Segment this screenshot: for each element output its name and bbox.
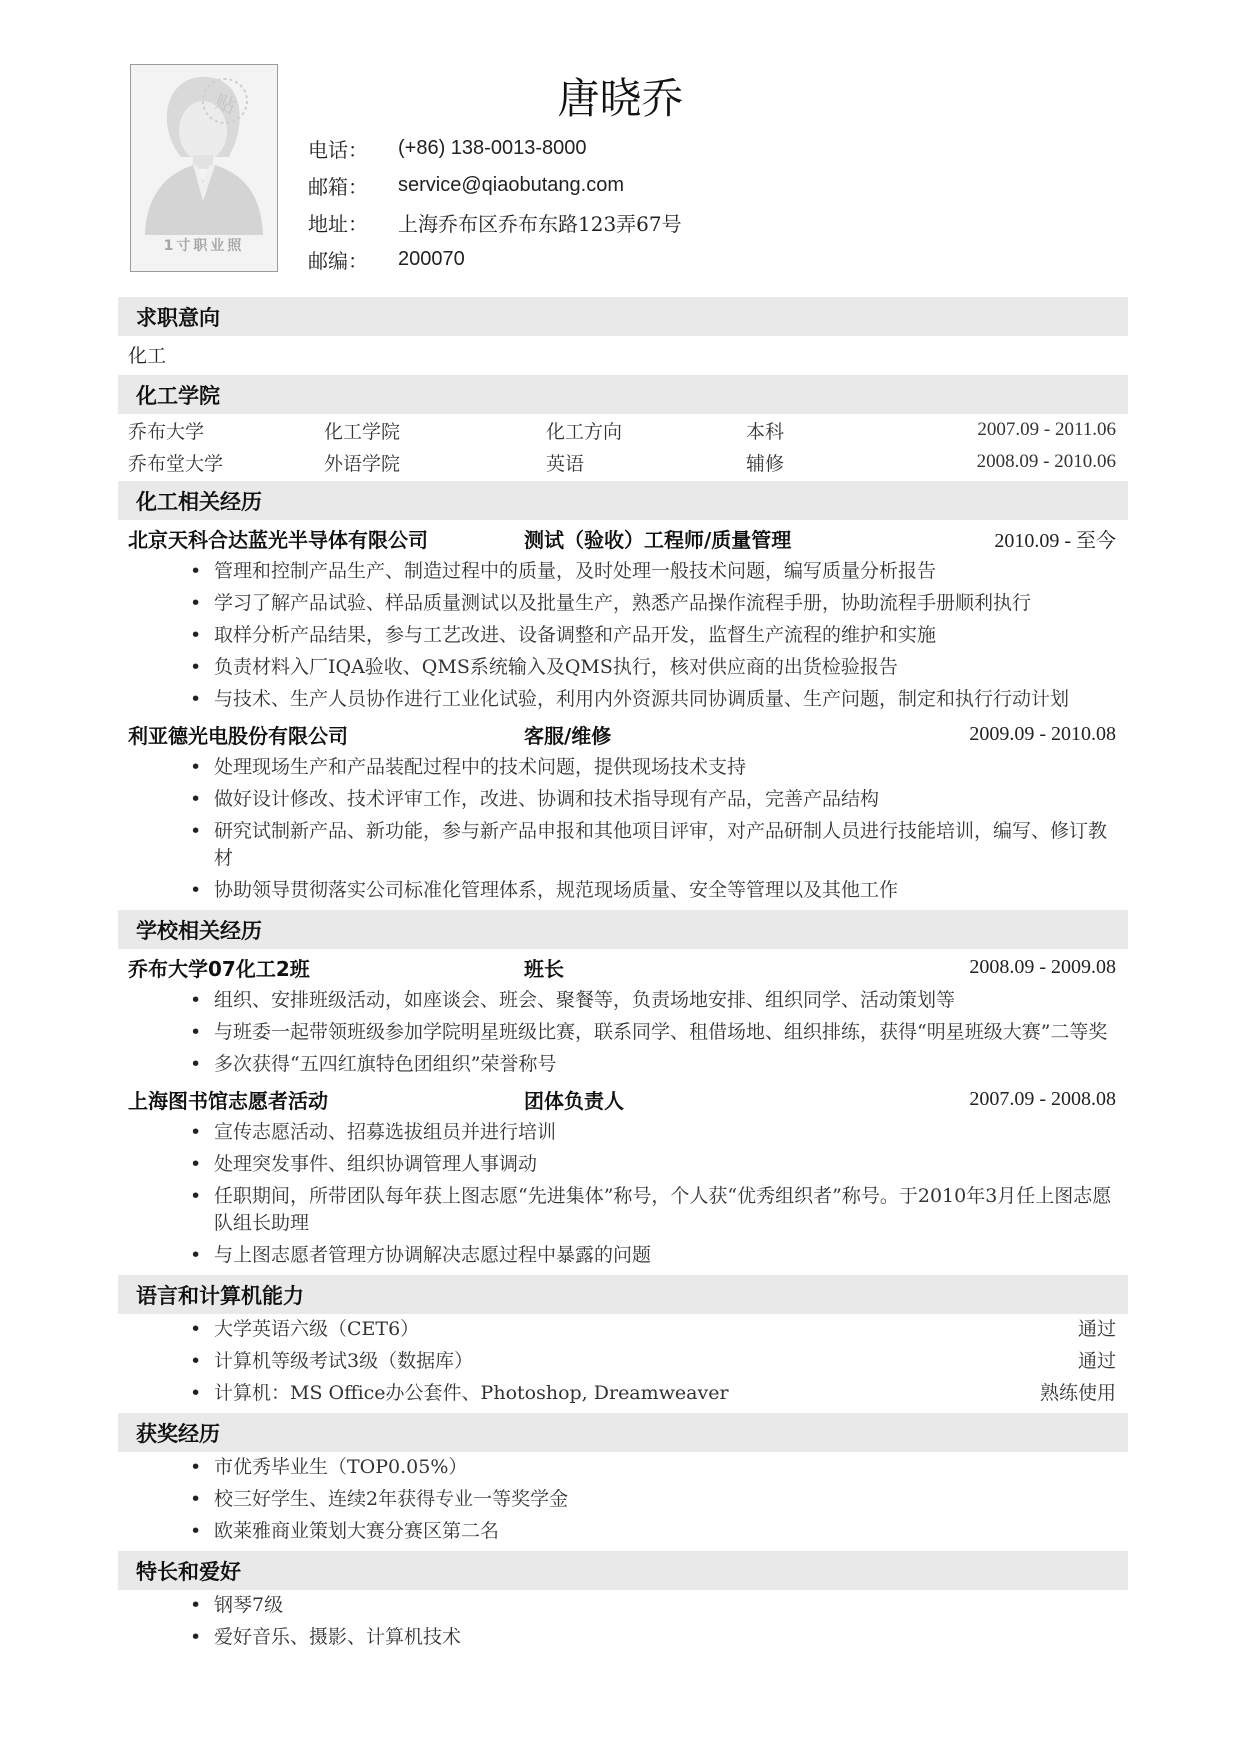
date-range: 2007.09 - 2008.08 xyxy=(969,1087,1116,1110)
candidate-name: 唐晓乔 xyxy=(557,74,684,123)
college-name: 化工学院 xyxy=(324,420,401,443)
section-heading-hobbies: 特长和爱好 xyxy=(118,1551,1128,1590)
contact-row xyxy=(308,204,682,241)
section-heading-school: 学校相关经历 xyxy=(118,910,1128,949)
objective-text: 化工 xyxy=(128,344,167,367)
bullet-item: • 宣传志愿活动、招募选拔组员并进行培训 xyxy=(190,1117,1128,1149)
bullet-item: • 做好设计修改、技术评审工作，改进、协调和技术指导现有产品，完善产品结构 xyxy=(190,784,1128,816)
degree: 本科 xyxy=(746,420,785,443)
section-heading-awards: 获奖经历 xyxy=(118,1413,1128,1452)
skill-row xyxy=(214,1316,1118,1343)
skill-text: • 计算机等级考试3级（数据库） xyxy=(214,1350,474,1372)
contact-label: 电话： xyxy=(308,138,368,162)
role-title: 团体负责人 xyxy=(524,1088,624,1113)
bullet-item: • 处理突发事件、组织协调管理人事调动 xyxy=(190,1149,1128,1181)
contact-label: 邮箱： xyxy=(308,175,368,199)
bullet-item: • 多次获得“五四红旗特色团组织”荣誉称号 xyxy=(190,1049,1128,1081)
date-range: 2009.09 - 2010.08 xyxy=(969,722,1116,745)
school-list xyxy=(118,949,1128,1272)
contact-row xyxy=(308,167,682,204)
organization-name: 乔布大学07化工2班 xyxy=(128,956,310,981)
responsibility-list xyxy=(118,752,1128,907)
responsibility-list xyxy=(118,1117,1128,1272)
photo-caption: 1寸职业照 xyxy=(163,238,245,254)
skill-row xyxy=(214,1380,1118,1407)
role-title: 客服/维修 xyxy=(524,723,612,748)
bullet-item: • 与班委一起带领班级参加学院明星班级比赛，联系同学、租借场地、组织排练，获得“明星班级大赛”二等奖 xyxy=(190,1017,1128,1049)
major: 化工方向 xyxy=(546,420,623,443)
contact-value: service@qiaobutang.com xyxy=(398,174,624,196)
skill-text: • 计算机：MS Office办公套件、Photoshop, Dreamweaver xyxy=(214,1382,729,1404)
role-title: 测试（验收）工程师/质量管理 xyxy=(524,527,792,552)
bullet-item: • 处理现场生产和产品装配过程中的技术问题，提供现场技术支持 xyxy=(190,752,1128,784)
bullet-item: • 研究试制新产品、新功能，参与新产品申报和其他项目评审，对产品研制人员进行技能培训，编写、修订教材 xyxy=(190,816,1128,875)
awards-item: • 欧莱雅商业策划大赛分赛区第二名 xyxy=(190,1516,1128,1548)
bullet-item: • 协助领导贯彻落实公司标准化管理体系，规范现场质量、安全等管理以及其他工作 xyxy=(190,875,1128,907)
bullet-item: • 负责材料入厂IQA验收、QMS系统输入及QMS执行，核对供应商的出货检验报告 xyxy=(190,652,1128,684)
contact-row xyxy=(308,241,682,278)
bullet-item: • 取样分析产品结果，参与工艺改进、设备调整和产品开发，监督生产流程的维护和实施 xyxy=(190,620,1128,652)
responsibility-list xyxy=(118,556,1128,716)
education-row xyxy=(118,414,1128,446)
bullet-item: • 管理和控制产品生产、制造过程中的质量，及时处理一般技术问题，编写质量分析报告 xyxy=(190,556,1128,588)
organization-name: 上海图书馆志愿者活动 xyxy=(128,1088,328,1113)
contact-block xyxy=(308,130,682,278)
college-name: 外语学院 xyxy=(324,452,401,475)
experience-header xyxy=(118,1081,1128,1117)
bullet-item: • 任职期间，所带团队每年获上图志愿“先进集体”称号，个人获“优秀组织者”称号。于2010年3月任上图志愿队组长助理 xyxy=(190,1181,1128,1240)
date-range: 2008.09 - 2009.08 xyxy=(969,955,1116,978)
skills-list xyxy=(118,1314,1128,1410)
skill-item xyxy=(190,1346,1128,1378)
hobbies-item: • 钢琴7级 xyxy=(190,1590,1128,1622)
contact-row xyxy=(308,130,682,167)
organization-name: 利亚德光电股份有限公司 xyxy=(128,723,348,748)
bullet-item: • 与上图志愿者管理方协调解决志愿过程中暴露的问题 xyxy=(190,1240,1128,1272)
school-name: 乔布堂大学 xyxy=(128,452,224,475)
skill-status: 通过 xyxy=(1077,1350,1116,1372)
experience-header xyxy=(118,716,1128,752)
photo-stamp: 贴 xyxy=(211,89,239,119)
contact-value: 200070 xyxy=(398,248,465,270)
bullet-item: • 组织、安排班级活动，如座谈会、班会、聚餐等，负责场地安排、组织同学、活动策划等 xyxy=(190,985,1128,1017)
school-name: 乔布大学 xyxy=(128,420,205,443)
skill-status: 通过 xyxy=(1077,1318,1116,1340)
section-heading-objective: 求职意向 xyxy=(118,297,1128,336)
responsibility-list xyxy=(118,985,1128,1081)
study-period: 2008.09 - 2010.06 xyxy=(976,451,1116,472)
skill-row xyxy=(214,1348,1118,1375)
hobbies-item: • 爱好音乐、摄影、计算机技术 xyxy=(190,1622,1128,1654)
organization-name: 北京天科合达蓝光半导体有限公司 xyxy=(128,527,428,552)
awards-item: • 校三好学生、连续2年获得专业一等奖学金 xyxy=(190,1484,1128,1516)
hobbies-list xyxy=(118,1590,1128,1654)
skill-item xyxy=(190,1378,1128,1410)
contact-value: 上海乔布区乔布东路123弄67号 xyxy=(398,212,682,236)
section-heading-education: 化工学院 xyxy=(118,375,1128,414)
awards-item: • 市优秀毕业生（TOP0.05%） xyxy=(190,1452,1128,1484)
degree: 辅修 xyxy=(746,452,785,475)
work-list xyxy=(118,520,1128,907)
major: 英语 xyxy=(546,452,585,475)
role-title: 班长 xyxy=(524,956,564,981)
section-heading-skills: 语言和计算机能力 xyxy=(118,1275,1128,1314)
contact-label: 邮编： xyxy=(308,249,368,273)
education-list xyxy=(118,414,1128,478)
study-period: 2007.09 - 2011.06 xyxy=(977,419,1116,440)
contact-label: 地址： xyxy=(308,212,368,236)
resume-content xyxy=(118,294,1128,1654)
bullet-item: • 与技术、生产人员协作进行工业化试验，利用内外资源共同协调质量、生产问题，制定和执行行动计划 xyxy=(190,684,1128,716)
skill-status: 熟练使用 xyxy=(1039,1382,1116,1404)
skill-text: • 大学英语六级（CET6） xyxy=(214,1318,420,1340)
education-row xyxy=(118,446,1128,478)
contact-value: (+86) 138-0013-8000 xyxy=(398,137,587,159)
experience-header xyxy=(118,520,1128,556)
date-range: 2010.09 - 至今 xyxy=(994,529,1116,552)
awards-list xyxy=(118,1452,1128,1548)
experience-header xyxy=(118,949,1128,985)
bullet-item: • 学习了解产品试验、样品质量测试以及批量生产，熟悉产品操作流程手册，协助流程手册顺利执行 xyxy=(190,588,1128,620)
skill-item xyxy=(190,1314,1128,1346)
section-heading-work: 化工相关经历 xyxy=(118,481,1128,520)
